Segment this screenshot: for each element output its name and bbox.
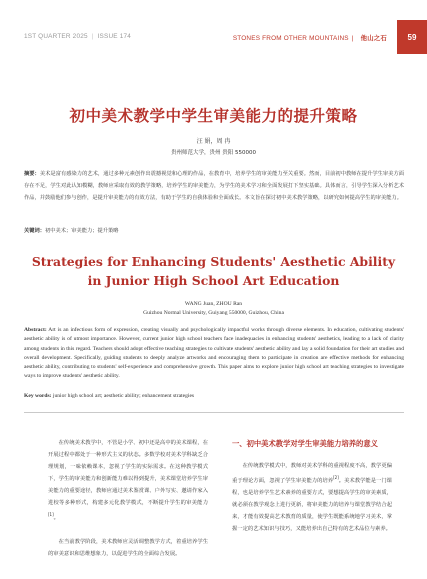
separator: |: [351, 35, 354, 42]
citation: [1]: [48, 512, 54, 518]
affiliation-cn: 贵州师范大学，贵州 贵阳 550000: [171, 150, 256, 156]
citation: [2]: [333, 475, 339, 480]
separator: |: [91, 33, 94, 40]
abstract-cn-text: 美术是富有感染力的艺术，通过多种元素创作出震撼视觉和心理的作品，在教育中，培养学生的审美能力至关重要。然而，目前初中教师在提升学生审美方面存在不足，学生对此认知模糊，教师应采取有效的教学策略，培养学生的审美能力，为学生的美术学习和全面发展打下坚实基础。具体而言，引导学生深入分析艺术作品，并鼓励他们参与创作，是提升审美能力的有效方法，有助于学生的自我体验和全面成长。本文旨在探讨初中美术教学策略，以研究如何提高学生的审美能力。: [24, 171, 405, 201]
section-divider: [24, 412, 404, 413]
issue-info: [24, 33, 131, 40]
journal-name: [233, 33, 387, 42]
body-paragraph: 在当前教学阶段，美术教师应灵活调整教学方式，着重培养学生的审美意识和思维想象力，以促进学生的全面综合发展。: [48, 539, 208, 558]
paragraph-text: 在传统教学模式中，教师对美术学科的重视程度不高，教学更偏重于理论方面，忽视了学生审美能力的培养: [232, 463, 392, 484]
authors-en: WANG Juan, ZHOU Ran: [184, 301, 243, 307]
journal-name-en: STONES FROM OTHER MOUNTAINS: [232, 35, 349, 42]
abstract-cn-label: 摘要：: [24, 171, 40, 177]
authors-cn: 汪 娟，周 冉: [196, 138, 231, 145]
abstract-cn: [24, 168, 404, 204]
article-title-en: Strategies for Enhancing Students' Aesthetic Ability in Junior High School Art Education: [31, 254, 396, 288]
keywords-cn-text: 初中美术；审美能力；提升策略: [45, 228, 119, 234]
paragraph-text: 。美术教学能是一门课程，也是培养学生艺术素养的重要方式，要想提高学生的审美素质，就必须在教学观念上进行更新，将审美能力的培养与课堂教学结合起来，才能有效提高艺术教育的质量，使学生既能系统地学习美术，掌握一定的艺术知识与技巧，又能培养出自己特有的艺术品位与素养。: [232, 477, 392, 532]
paragraph-text: 。: [53, 515, 59, 522]
abstract-en-label: Abstract:: [24, 327, 47, 333]
body-column-left: [48, 438, 208, 561]
keywords-en-label: Key words:: [24, 393, 52, 399]
issue-number: ISSUE 174: [97, 33, 131, 40]
affiliation-en: Guizhou Normal University, Guiyang 550000, Guizhou, China: [143, 310, 284, 316]
journal-name-cn: 他山之石: [360, 35, 387, 42]
issue-quarter: 1ST QUARTER 2025: [24, 33, 88, 40]
section-heading: 一、初中美术教学对学生审美能力培养的意义: [232, 439, 378, 448]
keywords-en: [24, 393, 404, 399]
paragraph-text: 在传统美术教学中，不管是小学、初中还是高中的美术课程，在开展过程中都处于一种形式主义的状态。多数学校对美术学科缺乏合理规划，一味依赖课本，忽视了学生的实际需求。在这种教学模式下，学生的审美能力和创新能力难以得到提升，美术课堂培养学生审美能力的重要途径，教师应通过美术鉴赏课、户外写实、邀请作家入进校等多种形式，构建多元化教学模式，不断提升学生的审美能力: [48, 440, 208, 506]
page-header: [0, 0, 427, 52]
abstract-en: [24, 326, 404, 382]
body-column-right: [232, 438, 392, 535]
body-paragraph: [232, 460, 392, 535]
keywords-cn: [24, 226, 404, 234]
article-title-cn: 初中美术教学中学生审美能力的提升策略: [69, 107, 358, 125]
page-number-badge: 59: [397, 20, 427, 54]
keywords-cn-label: 关键词：: [24, 228, 45, 234]
keywords-en-text: junior high school art; aesthetic ability; enhancement strategies: [52, 393, 195, 399]
body-paragraph: [48, 438, 208, 525]
abstract-en-text: Art is an infectious form of expression, creating visually and psychologically impactful works through diverse elements. In education, cultivating students' aesthetic ability is of utmost importance. However, current junior high school teachers face inadequacies in enhancing students' aesthetics, leading to a lack of clarity among students in this regard. Teachers should adopt effective teaching strategies to cultivate students' aesthetic ability and lay a solid foundation for their art studies and overall development. Specifically, guiding students to deeply analyze artworks and encouraging them to participate in creation are effective methods for enhancing aesthetic ability, contributing to students' self-experience and comprehensive growth. This paper aims to explore junior high school art teaching strategies to investigate ways to improve students' aesthetic ability.: [24, 327, 404, 380]
